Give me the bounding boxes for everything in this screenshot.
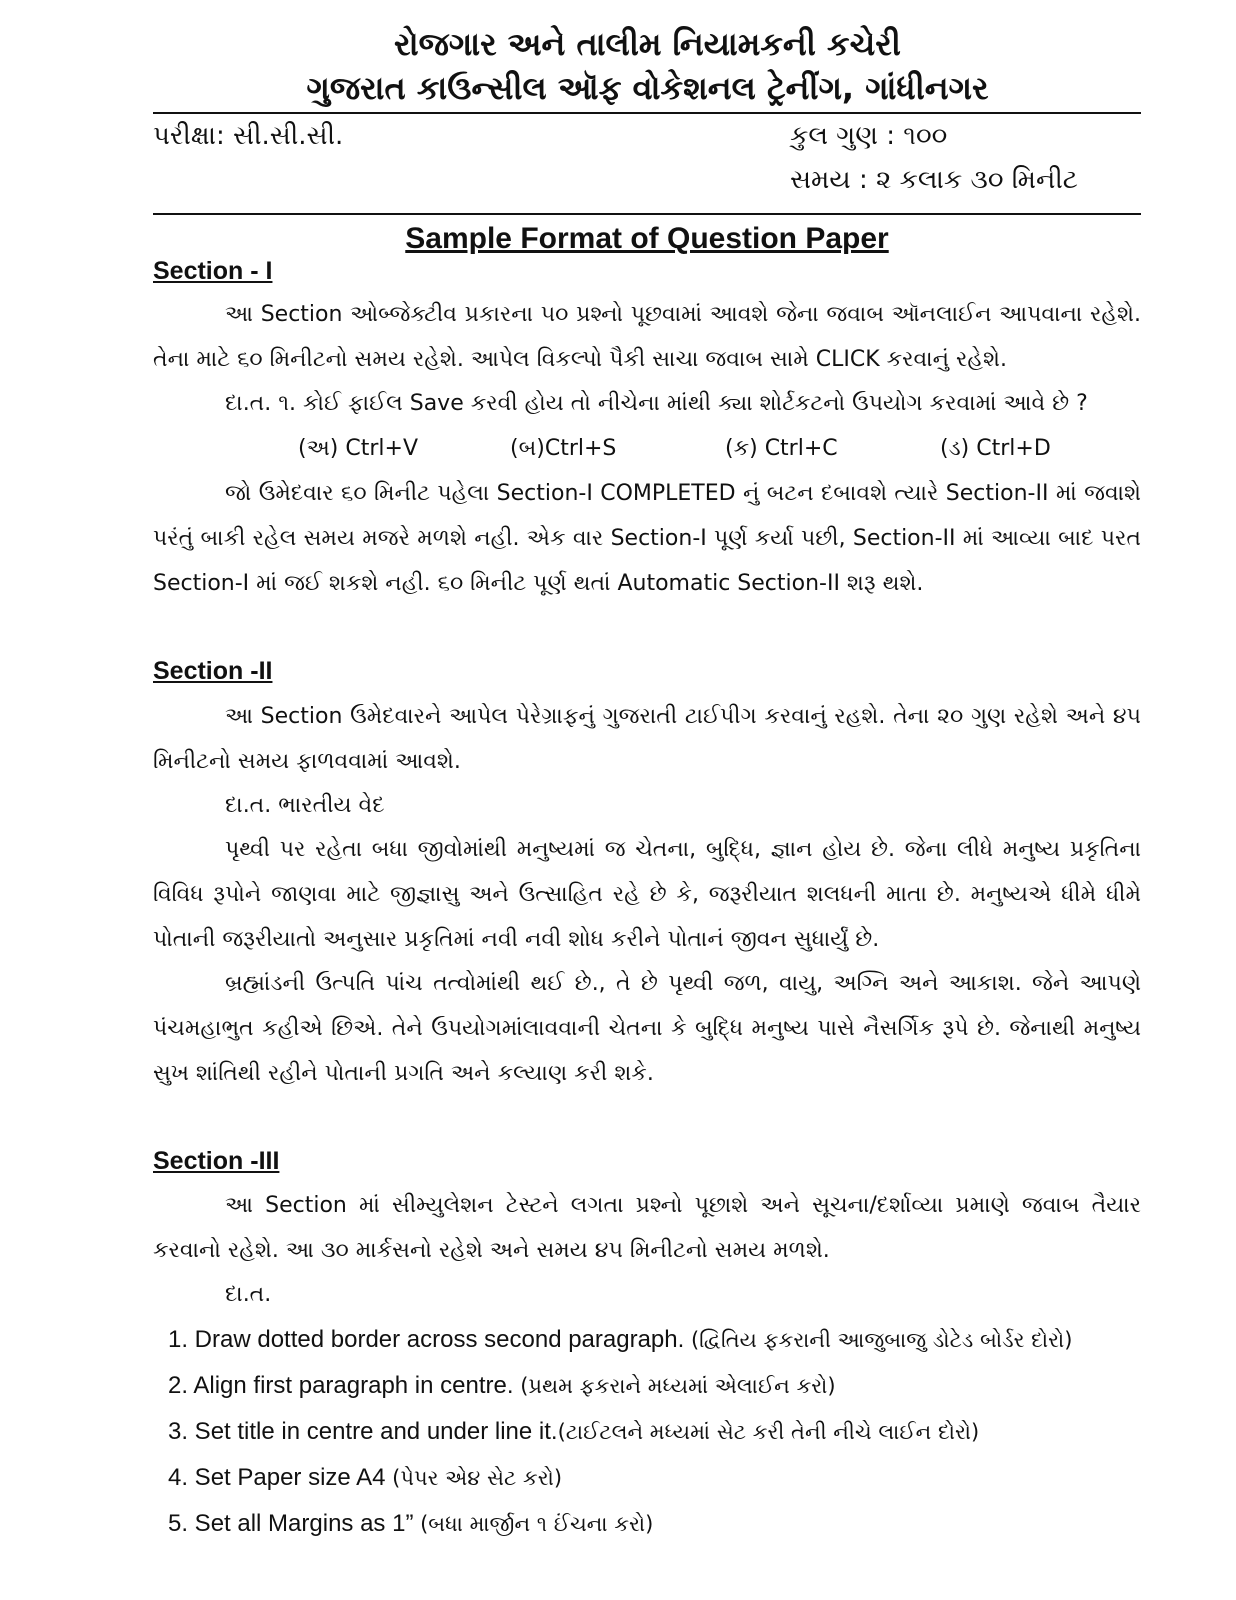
option-c: (ક) Ctrl+C [725,436,838,461]
option-d: (ડ) Ctrl+D [940,436,1051,461]
exam-duration: સમય : ૨ કલાક ૩૦ મિનીટ [790,165,1078,195]
section-1-instructions: જો ઉમેદવાર ૬૦ મિનીટ પહેલા Section-I COMPLETED નું બટન દબાવશે ત્યારે Section-II માં જવાશે પરંતું બાકી રહેલ સમય મજરે મળશે નહી. એક વાર Section-I પૂર્ણ કર્યા પછી, Section-II માં આવ્યા બાદ પરત Section-I માં જઈ શકશે નહી. ૬૦ મિનીટ પૂર્ણ થતાં Automatic Section-II શરૂ થશે. [153,481,1141,596]
task-text: 4. Set Paper size A4 [168,1464,386,1491]
task-item [168,1363,1072,1409]
document-title: Sample Format of Question Paper [405,222,889,255]
task-translation: (બધા માર્જીન ૧ ઈંચના કરો) [413,1512,654,1536]
section-2-sample-paragraph-2: બ્રહ્માંડની ઉત્પતિ પાંચ તત્વોમાંથી થઈ છે., તે છે પૃથ્વી જળ, વાયુ, અગ્નિ અને આકાશ. જેને આપણે પંચમહાભુત કહીએ છિએ. તેને ઉપયોગમાંલાવવાની ચેતના કે બુદ્ધિ મનુષ્ય પાસે નૈસર્ગિક રૂપે છે. જેનાથી મનુષ્ય સુખ શાંતિથી રહીને પોતાની પ્રગતિ અને કલ્યાણ કરી શકે. [153,971,1141,1086]
section-3-heading: Section -III [153,1147,280,1175]
section-1-example-question: દા.ત. ૧. કોઈ ફાઈલ Save કરવી હોય તો નીચેના માંથી ક્યા શોર્ટકટનો ઉપયોગ કરવામાં આવે છે ? [225,391,1088,416]
section-2-sample-paragraph-1: પૃથ્વી પર રહેતા બધા જીવોમાંથી મનુષ્યમાં જ ચેતના, બુદ્ધિ, જ્ઞાન હોય છે. જેના લીધે મનુષ્ય પ્રકૃતિના વિવિધ રૂપોને જાણવા માટે જીજ્ઞાસુ અને ઉત્સાહિત રહે છે કે, જરૂરીયાત શલધની માતા છે. મનુષ્યએ ધીમે ધીમે પોતાની જરૂરીયાતો અનુસાર પ્રકૃતિમાં નવી નવી શોધ કરીને પોતાનં જીવન સુધાર્યું છે. [153,837,1141,952]
option-b: (બ)Ctrl+S [510,436,617,461]
task-text: 2. Align first paragraph in centre. [168,1372,514,1399]
section-1-description: આ Section ઓબ્જેક્ટીવ પ્રકારના ૫૦ પ્રશ્નો પૂછવામાં આવશે જેના જવાબ ઑનલાઈન આપવાના રહેશે. તેના માટે ૬૦ મિનીટનો સમય રહેશે. આપેલ વિકલ્પો પૈકી સાચા જવાબ સામે CLICK કરવાનું રહેશે. [153,302,1141,372]
header-divider [153,112,1141,114]
council-name-heading: ગુજરાત કાઉન્સીલ ઑફ વોકેશનલ ટ્રેનીંગ, ગાંધીનગર [306,69,989,107]
task-item [168,1501,1072,1547]
task-translation: (ટાઈટલને મધ્યમાં સેટ કરી તેની નીચે લાઈન દોરો) [557,1420,980,1444]
section-2-description: આ Section ઉમેદવારને આપેલ પેરેગ્રાફનું ગુજરાતી ટાઈપીગ કરવાનું રહશે. તેના ૨૦ ગુણ રહેશે અને ૪૫ મિનીટનો સમય ફાળવવામાં આવશે. [153,704,1141,774]
section-3-example-label: દા.ત. [225,1282,272,1307]
task-item [168,1455,1072,1501]
section-2-example-label: દા.ત. ભારતીય વેદ [225,793,385,818]
task-text: 1. Draw dotted border across second paragraph. [168,1326,685,1353]
task-translation: (પ્રથમ ફકરાને મધ્યમાં એલાઈન કરો) [513,1374,836,1398]
meta-divider [153,213,1141,215]
section-3-description: આ Section માં સીમ્યુલેશન ટેસ્ટને લગતા પ્રશ્નો પૂછાશે અને સૂચના/દર્શાવ્યા પ્રમાણે જવાબ તૈયાર કરવાનો રહેશે. આ ૩૦ માર્કસનો રહેશે અને સમય ૪૫ મિનીટનો સમય મળશે. [153,1193,1141,1263]
exam-name: પરીક્ષા: સી.સી.સી. [153,121,344,151]
task-text: 5. Set all Margins as 1” [168,1510,414,1537]
task-list [168,1317,1072,1547]
task-translation: (દ્વિતિય ફકરાની આજુબાજુ ડોટેડ બોર્ડર દોરો) [684,1328,1073,1352]
total-marks: કુલ ગુણ : ૧૦૦ [790,121,948,151]
office-name-heading: રોજગાર અને તાલીમ નિયામકની કચેરી [394,25,901,63]
section-2-heading: Section -II [153,657,273,685]
option-a: (અ) Ctrl+V [298,436,418,461]
section-1-heading: Section - I [153,257,273,285]
task-translation: (પેપર એ૪ સેટ કરો) [385,1466,563,1490]
task-item [168,1409,1072,1455]
task-item [168,1317,1072,1363]
task-text: 3. Set title in centre and under line it. [168,1418,558,1445]
